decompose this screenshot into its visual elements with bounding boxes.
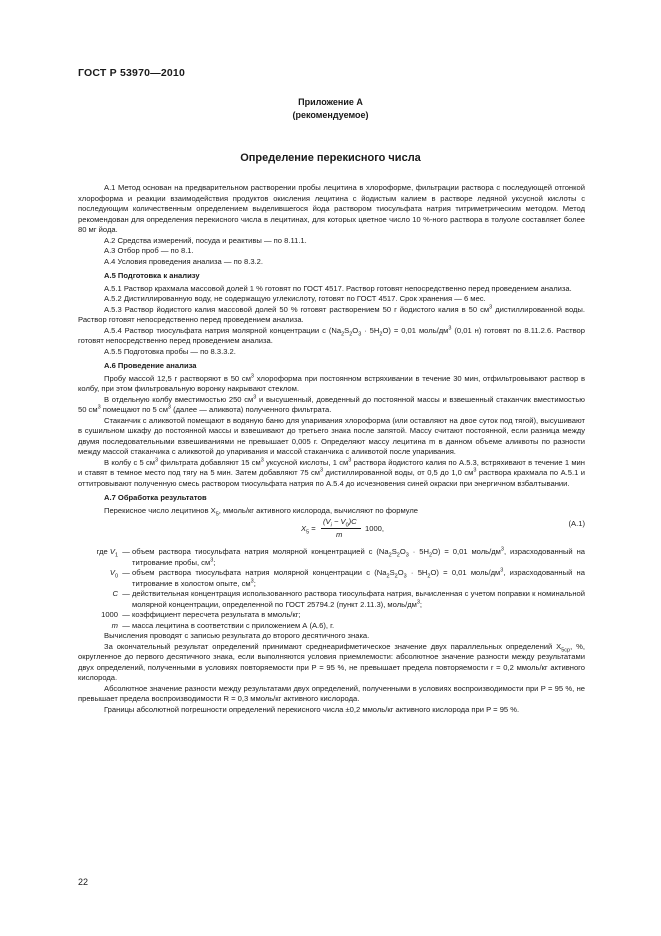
paragraph-calc: Вычисления проводят с записью результата до второго десятичного знака. bbox=[104, 631, 370, 640]
definitions-list bbox=[78, 547, 585, 631]
formula-lhs: $X_5$ = bbox=[301, 524, 316, 536]
definition-1000: 1000 — коэффициент пересчета результата в ммоль/кг; bbox=[101, 610, 301, 619]
appendix-status: (рекомендуемое) bbox=[292, 110, 369, 120]
formula-numerator: $(V_i - V_0)C$ bbox=[323, 517, 357, 529]
heading-a7: А.7 Обработка результатов bbox=[104, 493, 207, 502]
paragraph-a51: А.5.1 Раствор крахмала массовой долей 1 % готовят по ГОСТ 4517. Раствор готовят непосредственно перед проведением анализа. bbox=[104, 283, 572, 293]
definition-v1: где $V_1$ — объем раствора тиосульфата натрия молярной концентрацией с $(Na_2S_2O_3 \cdot 5H_2O) = 0,01$ моль/$дм^3$, израсходованный на титрование пробы, $см^3$; bbox=[96, 546, 586, 567]
formula-number: (А.1) bbox=[568, 519, 585, 528]
paragraph-a6-1: Пробу массой 12,5 г растворяют в 50 $см^3$ хлороформа при постоянном встряхивании в течение 30 мин, отфильтровывают раствор в колбу, при этом фильтровальную воронку накрывают стеклом. bbox=[78, 372, 585, 393]
heading-a5: А.5 Подготовка к анализу bbox=[104, 271, 200, 280]
paragraph-a6-4: В колбу с 5 $см^3$ фильтрата добавляют 15 $см^3$ уксусной кислоты, 1 $см^3$ раствора йодистого калия по А.5.3, встряхивают в течение 1 мин и ставят в темное место под тягу на 5 мин. Затем добавляют 75 $см^3$ дистиллированной воды, от 0,5 до 1,0 $см^3$ раствора крахмала по А.5.1 и оттитровывают полученную смесь раствором тиосульфата натрия по А.5.4 до исчезновения синей окраски при энергичном взбалтывании. bbox=[78, 456, 585, 488]
definition-m: m — масса лецитина в соответствии с приложением А (А.6), г. bbox=[111, 620, 335, 630]
paragraph-a1: А.1 Метод основан на предварительном растворении пробы лецитина в хлороформе, фильтрации раствора с последующей отгонкой хлороформа и реакции взаимодействия продуктов окисления лецитина с йодистым калием в растворе ледяной уксусной кислоты с последующим количественным определением выделившегося йода раствором тиосульфата натрия титриметрическим методом. Метод рекомендован для определения перекисного числа в лецитинах, для которых цветное число 10 %-ного раствора в толуоле составляет более 80 мг йода. bbox=[78, 183, 585, 234]
definition-v0: $V_0$ — объем раствора тиосульфата натрия молярной концентрации с $(Na_2S_2O_3 \cdot 5H_2O) = 0,01$ моль/$дм^3$, израсходованный на титрование в холостом опыте, $см^3$; bbox=[109, 567, 585, 588]
paragraph-a54: А.5.4 Раствор тиосульфата натрия молярной концентрации с $(Na_2S_2O_3 \cdot 5H_2O) = 0,01$ моль/$дм^3$ (0,01 н) готовят по 8.11.2.6. Раствор готовят непосредственно перед проведением анализа. bbox=[78, 324, 586, 345]
paragraph-a53: А.5.3 Раствор йодистого калия массовой долей 50 % готовят растворением 50 г йодистого калия в 50 $см^3$ дистиллированной воды. Раствор готовят непосредственно перед проведением анализа. bbox=[78, 303, 585, 324]
section-title: Определение перекисного числа bbox=[240, 152, 421, 164]
paragraph-repro: Абсолютное значение разности между результатами двух определений, полученными в условиях воспроизводимости при P = 95 %, не превышает предела воспроизводимости R = 0,3 ммоль/кг активного кислорода. bbox=[78, 683, 585, 703]
paragraph-a55: А.5.5 Подготовка пробы — по 8.3.3.2. bbox=[104, 346, 236, 356]
document-body bbox=[78, 183, 585, 715]
paragraph-a6-3: Стаканчик с аликвотой помещают в водяную баню для упаривания хлороформа (или оставляют на двое суток под тягой), высушивают в сушильном шкафу до постоянной массы и взвешивают до третьего знака после запятой. Массу считают постоянной, если разница между двумя последовательными взвешиваниями не превышает 0,005 г. Определяют массу лецитина m в данном объеме аликвоты по разности между массой стаканчика с аликвотой до упаривания и массой стаканчика с аликвотой после упаривания. bbox=[78, 415, 585, 456]
paragraph-a6-2: В отдельную колбу вместимостью 250 $см^3$ и высушенный, доведенный до постоянной массы и взвешенный стаканчик вместимостью 50 $см^3$ помещают по 5 $см^3$ (далее — аликвота) полученного фильтрата. bbox=[78, 393, 585, 414]
definition-c: C — действительная концентрация использованного раствора тиосульфата натрия, вычисленная с учетом поправки к номинальной молярной концентрации, определенной по ГОСТ 25794.2 (пункт 2.11.3), моль/$дм^3$; bbox=[112, 589, 585, 609]
paragraph-a7-1: Перекисное число лецитинов $X_5$, ммоль/кг активного кислорода, вычисляют по формуле bbox=[104, 505, 419, 518]
formula-a1 bbox=[78, 519, 585, 543]
appendix-label: Приложение А bbox=[298, 97, 363, 107]
paragraph-a52: А.5.2 Дистиллированную воду, не содержащую углекислоту, готовят по ГОСТ 4517. Срок хранения — 6 мес. bbox=[104, 294, 486, 303]
heading-a6: А.6 Проведение анализа bbox=[104, 361, 197, 370]
paragraph-a3: А.3 Отбор проб — по 8.1. bbox=[104, 246, 194, 255]
formula-denominator: m bbox=[336, 530, 343, 539]
paragraph-final: За окончательный результат определений принимают среднеарифметическое значение двух параллельных определений $X_{5ср}$, %, округленное до первого десятичного знака, если выполняются условия приемлемости: абсолютное значение разности между результатами двух определений, полученными в условиях повторяемости при P = 95 %, не превышает предела повторяемости r = 0,2 ммоль/кг активного кислорода. bbox=[78, 641, 585, 682]
document-id: ГОСТ Р 53970—2010 bbox=[78, 67, 186, 79]
paragraph-a2: А.2 Средства измерений, посуда и реактивы — по 8.11.1. bbox=[104, 235, 307, 245]
paragraph-bounds: Границы абсолютной погрешности определений перекисного числа ±0,2 ммоль/кг активного кислорода при P = 95 %. bbox=[104, 704, 520, 714]
formula-rhs: 1000, bbox=[365, 524, 385, 533]
paragraph-a4: А.4 Условия проведения анализа — по 8.3.2. bbox=[104, 256, 264, 266]
page-number: 22 bbox=[78, 877, 89, 887]
fraction-bar bbox=[321, 528, 361, 529]
